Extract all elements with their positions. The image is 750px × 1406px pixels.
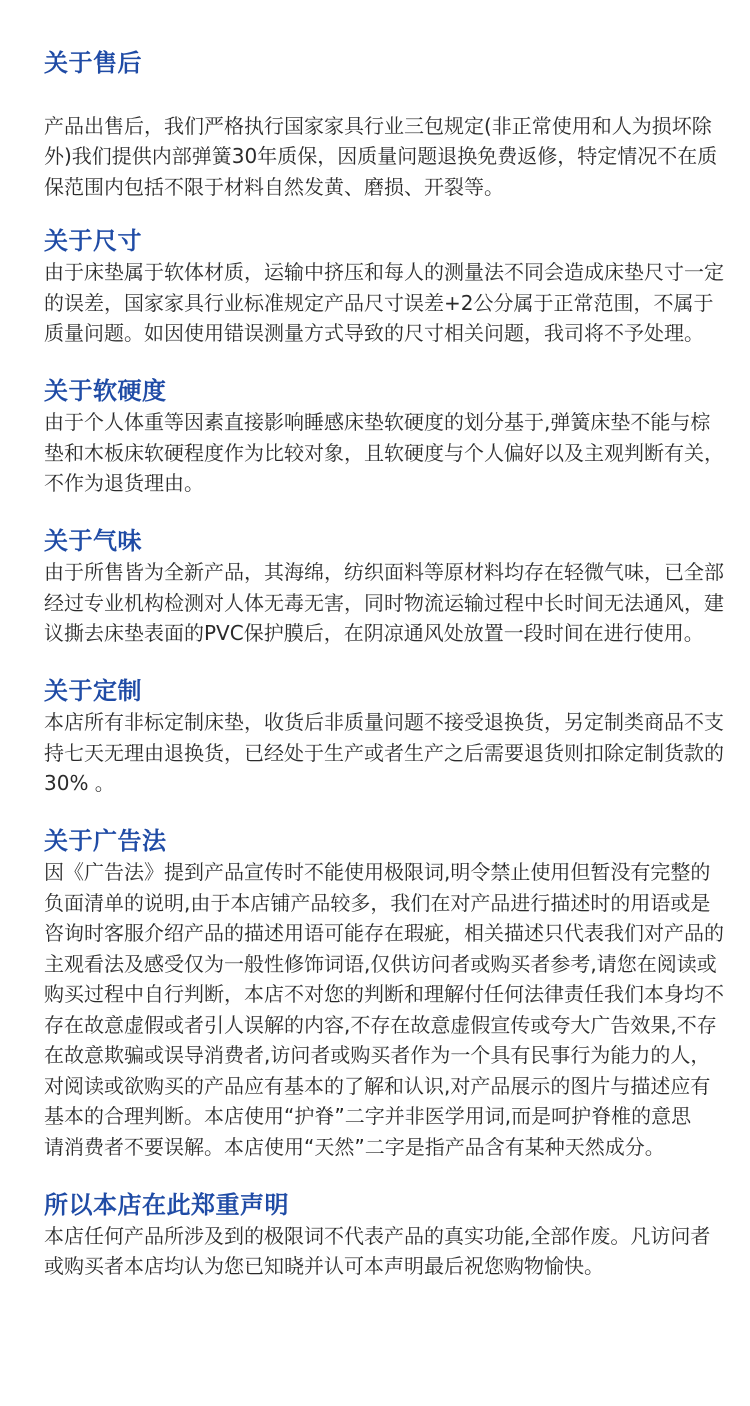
section-body	[44, 257, 730, 349]
section-title: 关于售后	[44, 48, 142, 77]
section-title: 所以本店在此郑重声明	[44, 1190, 289, 1219]
paragraph-line: 由于床垫属于软体材质，运输中挤压和每人的测量法不同会造成床垫尺寸一定	[44, 260, 724, 284]
paragraph-line: 因《广告法》提到产品宣传时不能使用极限词,明令禁止使用但暂没有完整的	[44, 860, 711, 884]
section-advertising-law	[0, 826, 750, 1162]
paragraph-line: 产品出售后，我们严格执行国家家具行业三包规定(非正常使用和人为损坏除	[44, 113, 712, 138]
section-title: 关于气味	[44, 527, 142, 555]
section-body	[44, 557, 730, 649]
paragraph-line: 对阅读或欲购买的产品应有基本的了解和认识,对产品展示的图片与描述应有	[44, 1073, 711, 1098]
paragraph-line: 由于所售皆为全新产品，其海绵，纺织面料等原材料均存在轻微气味，已全部	[44, 560, 724, 584]
paragraph-line: 本店任何产品所涉及到的极限词不代表产品的真实功能,全部作废。凡访问者	[44, 1223, 711, 1248]
section-body	[44, 857, 730, 1162]
paragraph-line: 主观看法及感受仅为一般性修饰词语,仅供访问者或购买者参考,请您在阅读或	[44, 951, 717, 976]
section-body	[44, 1221, 730, 1282]
section-firmness	[0, 376, 750, 499]
section-after-sales	[0, 48, 750, 203]
section-customization	[0, 676, 750, 799]
paragraph-line: 负面清单的说明,由于本店铺产品较多，我们在对产品进行描述时的用语或是	[44, 890, 711, 915]
paragraph-line: 持七天无理由退换货，已经处于生产或者生产之后需要退货则扣除定制货款的	[44, 740, 724, 765]
section-statement	[0, 1190, 750, 1282]
section-title: 关于软硬度	[44, 377, 167, 405]
section-title: 关于广告法	[44, 827, 167, 855]
section-body	[44, 111, 730, 203]
section-odor	[0, 526, 750, 649]
paragraph-line: 经过专业机构检测对人体无毒无害，同时物流运输过程中长时间无法通风，建	[44, 590, 724, 615]
paragraph-line: 咨询时客服介绍产品的描述用语可能存在瑕疵，相关描述只代表我们对产品的	[44, 921, 724, 945]
paragraph-line: 存在故意虚假或者引人误解的内容,不存在故意虚假宣传或夸大广告效果,不存	[44, 1012, 717, 1037]
section-body	[44, 707, 730, 799]
paragraph-line: 由于个人体重等因素直接影响睡感床垫软硬度的划分基于,弹簧床垫不能与棕	[44, 410, 711, 434]
paragraph-line: 议撕去床垫表面的PVC保护膜后，在阴凉通风处放置一段时间在进行使用。	[44, 621, 704, 645]
paragraph-line: 外)我们提供内部弹簧30年质保，因质量问题退换免费返修，特定情况不在质	[44, 144, 718, 168]
paragraph-line: 30% 。	[44, 771, 115, 795]
paragraph-line: 垫和木板床软硬程度作为比较对象，且软硬度与个人偏好以及主观判断有关，	[44, 440, 724, 465]
paragraph-line: 质量问题。如因使用错误测量方式导致的尺寸相关问题，我司将不予处理。	[44, 321, 704, 345]
paragraph-line: 在故意欺骗或误导消费者,访问者或购买者作为一个具有民事行为能力的人，	[44, 1043, 711, 1067]
paragraph-line: 购买过程中自行判断，本店不对您的判断和理解付任何法律责任我们本身均不	[44, 982, 724, 1006]
section-size	[0, 226, 750, 349]
paragraph-line: 或购买者本店均认为您已知晓并认可本声明最后祝您购物愉快。	[44, 1254, 604, 1278]
paragraph-line: 本店所有非标定制床垫，收货后非质量问题不接受退换货，另定制类商品不支	[44, 710, 724, 734]
paragraph-line: 不作为退货理由。	[44, 471, 204, 495]
section-body	[44, 407, 730, 499]
paragraph-line: 保范围内包括不限于材料自然发黄、磨损、开裂等。	[44, 174, 504, 199]
paragraph-line: 请消费者不要误解。本店使用“天然”二字是指产品含有某种天然成分。	[44, 1134, 665, 1159]
paragraph-line: 基本的合理判断。本店使用“护脊”二字并非医学用词,而是呵护脊椎的意思	[44, 1104, 692, 1128]
section-title: 关于定制	[44, 677, 142, 705]
section-title: 关于尺寸	[44, 227, 142, 255]
paragraph-line: 的误差，国家家具行业标准规定产品尺寸误差+2公分属于正常范围，不属于	[44, 290, 714, 315]
